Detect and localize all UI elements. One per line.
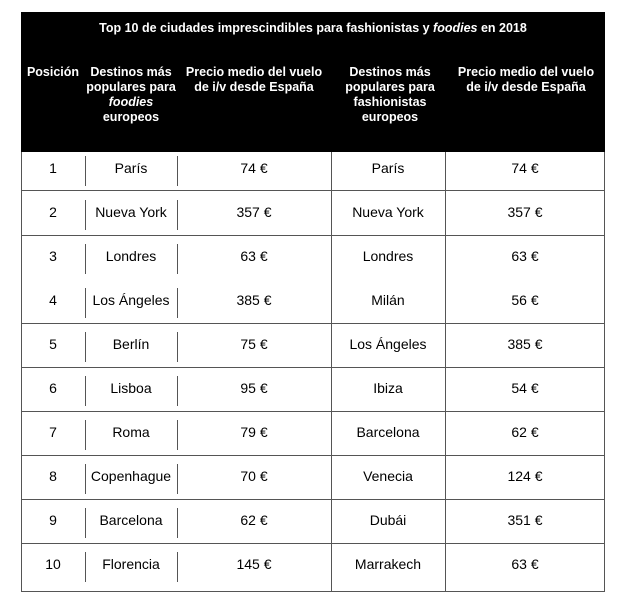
- header-posicion: Posición: [26, 65, 80, 79]
- column-divider: [445, 152, 446, 592]
- column-divider: [177, 508, 178, 538]
- food-price-cell: 95 €: [240, 380, 268, 396]
- title-italic: foodies: [433, 21, 478, 35]
- header-food-price: Precio medio del vuelo de i/v desde España: [185, 65, 323, 94]
- column-divider: [177, 288, 178, 318]
- position-cell: 3: [49, 248, 57, 264]
- food-city-cell: Los Ángeles: [92, 292, 170, 308]
- food-city-cell: Londres: [105, 248, 157, 264]
- food-price-cell: 75 €: [240, 336, 268, 352]
- table-row: [21, 372, 605, 416]
- column-divider: [177, 464, 178, 494]
- row-divider: [21, 499, 605, 500]
- header-food-destinations: [85, 65, 177, 125]
- food-price-cell: 74 €: [240, 160, 268, 176]
- food-city-cell: Florencia: [102, 556, 160, 572]
- food-city-cell: Lisboa: [110, 380, 152, 396]
- table-row: [21, 504, 605, 548]
- column-divider: [177, 332, 178, 362]
- fashion-city-cell: Marrakech: [354, 556, 422, 572]
- fashion-price-cell: 351 €: [507, 512, 543, 528]
- table-row: [21, 548, 605, 592]
- fashion-city-cell: Londres: [362, 248, 414, 264]
- fashion-city-cell: Milán: [371, 292, 405, 308]
- food-price-cell: 63 €: [240, 248, 268, 264]
- title-tail: en 2018: [477, 21, 527, 35]
- row-divider: [21, 323, 605, 324]
- fashion-price-cell: 56 €: [511, 292, 539, 308]
- column-divider: [177, 244, 178, 274]
- food-price-cell: 145 €: [236, 556, 272, 572]
- position-cell: 9: [49, 512, 57, 528]
- table-row: [21, 284, 605, 328]
- table-header: [21, 12, 605, 152]
- column-divider: [85, 420, 86, 450]
- fashion-city-cell: Venecia: [363, 468, 413, 484]
- food-city-cell: Barcelona: [99, 512, 163, 528]
- fashion-price-cell: 357 €: [507, 204, 543, 220]
- header-food-dest-text: Destinos más populares para: [86, 65, 176, 94]
- row-divider: [21, 455, 605, 456]
- food-price-cell: 62 €: [240, 512, 268, 528]
- position-cell: 8: [49, 468, 57, 484]
- position-cell: 7: [49, 424, 57, 440]
- ranking-table: [21, 12, 605, 592]
- fashion-city-cell: Dubái: [369, 512, 407, 528]
- row-divider: [21, 190, 605, 191]
- position-cell: 5: [49, 336, 57, 352]
- column-divider: [85, 244, 86, 274]
- food-city-cell: Copenhague: [90, 468, 172, 484]
- fashion-city-cell: Nueva York: [352, 204, 424, 220]
- fashion-city-cell: Barcelona: [356, 424, 420, 440]
- title-text: Top 10 de ciudades imprescindibles para fashionistas y: [99, 21, 434, 35]
- fashion-price-cell: 124 €: [507, 468, 543, 484]
- header-fashion-destinations: Destinos más populares para fashionistas europeos: [345, 65, 435, 124]
- food-city-cell: Berlín: [112, 336, 150, 352]
- header-fashion-price: Precio medio del vuelo de i/v desde España: [457, 65, 595, 94]
- row-divider: [21, 367, 605, 368]
- column-divider: [85, 508, 86, 538]
- fashion-price-cell: 63 €: [511, 248, 539, 264]
- column-divider: [604, 152, 605, 592]
- column-divider: [85, 552, 86, 582]
- food-city-cell: París: [114, 160, 148, 176]
- column-divider: [85, 200, 86, 230]
- food-price-cell: 357 €: [236, 204, 272, 220]
- column-divider: [177, 552, 178, 582]
- row-divider: [21, 543, 605, 544]
- food-city-cell: Roma: [112, 424, 150, 440]
- food-price-cell: 79 €: [240, 424, 268, 440]
- position-cell: 4: [49, 292, 57, 308]
- table-row: [21, 196, 605, 240]
- header-food-dest-italic: foodies: [108, 95, 154, 109]
- fashion-price-cell: 63 €: [511, 556, 539, 572]
- table-row: [21, 240, 605, 284]
- row-divider: [21, 591, 605, 592]
- fashion-price-cell: 74 €: [511, 160, 539, 176]
- position-cell: 6: [49, 380, 57, 396]
- position-cell: 1: [49, 160, 57, 176]
- header-food-dest-tail: europeos: [102, 110, 160, 124]
- fashion-price-cell: 385 €: [507, 336, 543, 352]
- table-row: [21, 460, 605, 504]
- position-cell: 2: [49, 204, 57, 220]
- fashion-price-cell: 62 €: [511, 424, 539, 440]
- column-divider: [177, 376, 178, 406]
- column-divider: [177, 156, 178, 186]
- table-row: [21, 416, 605, 460]
- column-divider: [177, 420, 178, 450]
- row-divider: [21, 235, 605, 236]
- row-divider: [21, 411, 605, 412]
- food-price-cell: 385 €: [236, 292, 272, 308]
- table-body: [21, 152, 605, 592]
- fashion-city-cell: París: [371, 160, 405, 176]
- fashion-price-cell: 54 €: [511, 380, 539, 396]
- fashion-city-cell: Ibiza: [373, 380, 403, 396]
- column-divider: [85, 376, 86, 406]
- column-divider: [85, 464, 86, 494]
- column-divider: [331, 152, 332, 592]
- table-row: [21, 328, 605, 372]
- column-divider: [85, 332, 86, 362]
- column-divider: [177, 200, 178, 230]
- column-divider: [21, 152, 22, 592]
- column-divider: [85, 288, 86, 318]
- position-cell: 10: [45, 556, 61, 572]
- food-price-cell: 70 €: [240, 468, 268, 484]
- table-title: [21, 21, 605, 35]
- food-city-cell: Nueva York: [95, 204, 167, 220]
- fashion-city-cell: Los Ángeles: [349, 336, 427, 352]
- column-divider: [85, 156, 86, 186]
